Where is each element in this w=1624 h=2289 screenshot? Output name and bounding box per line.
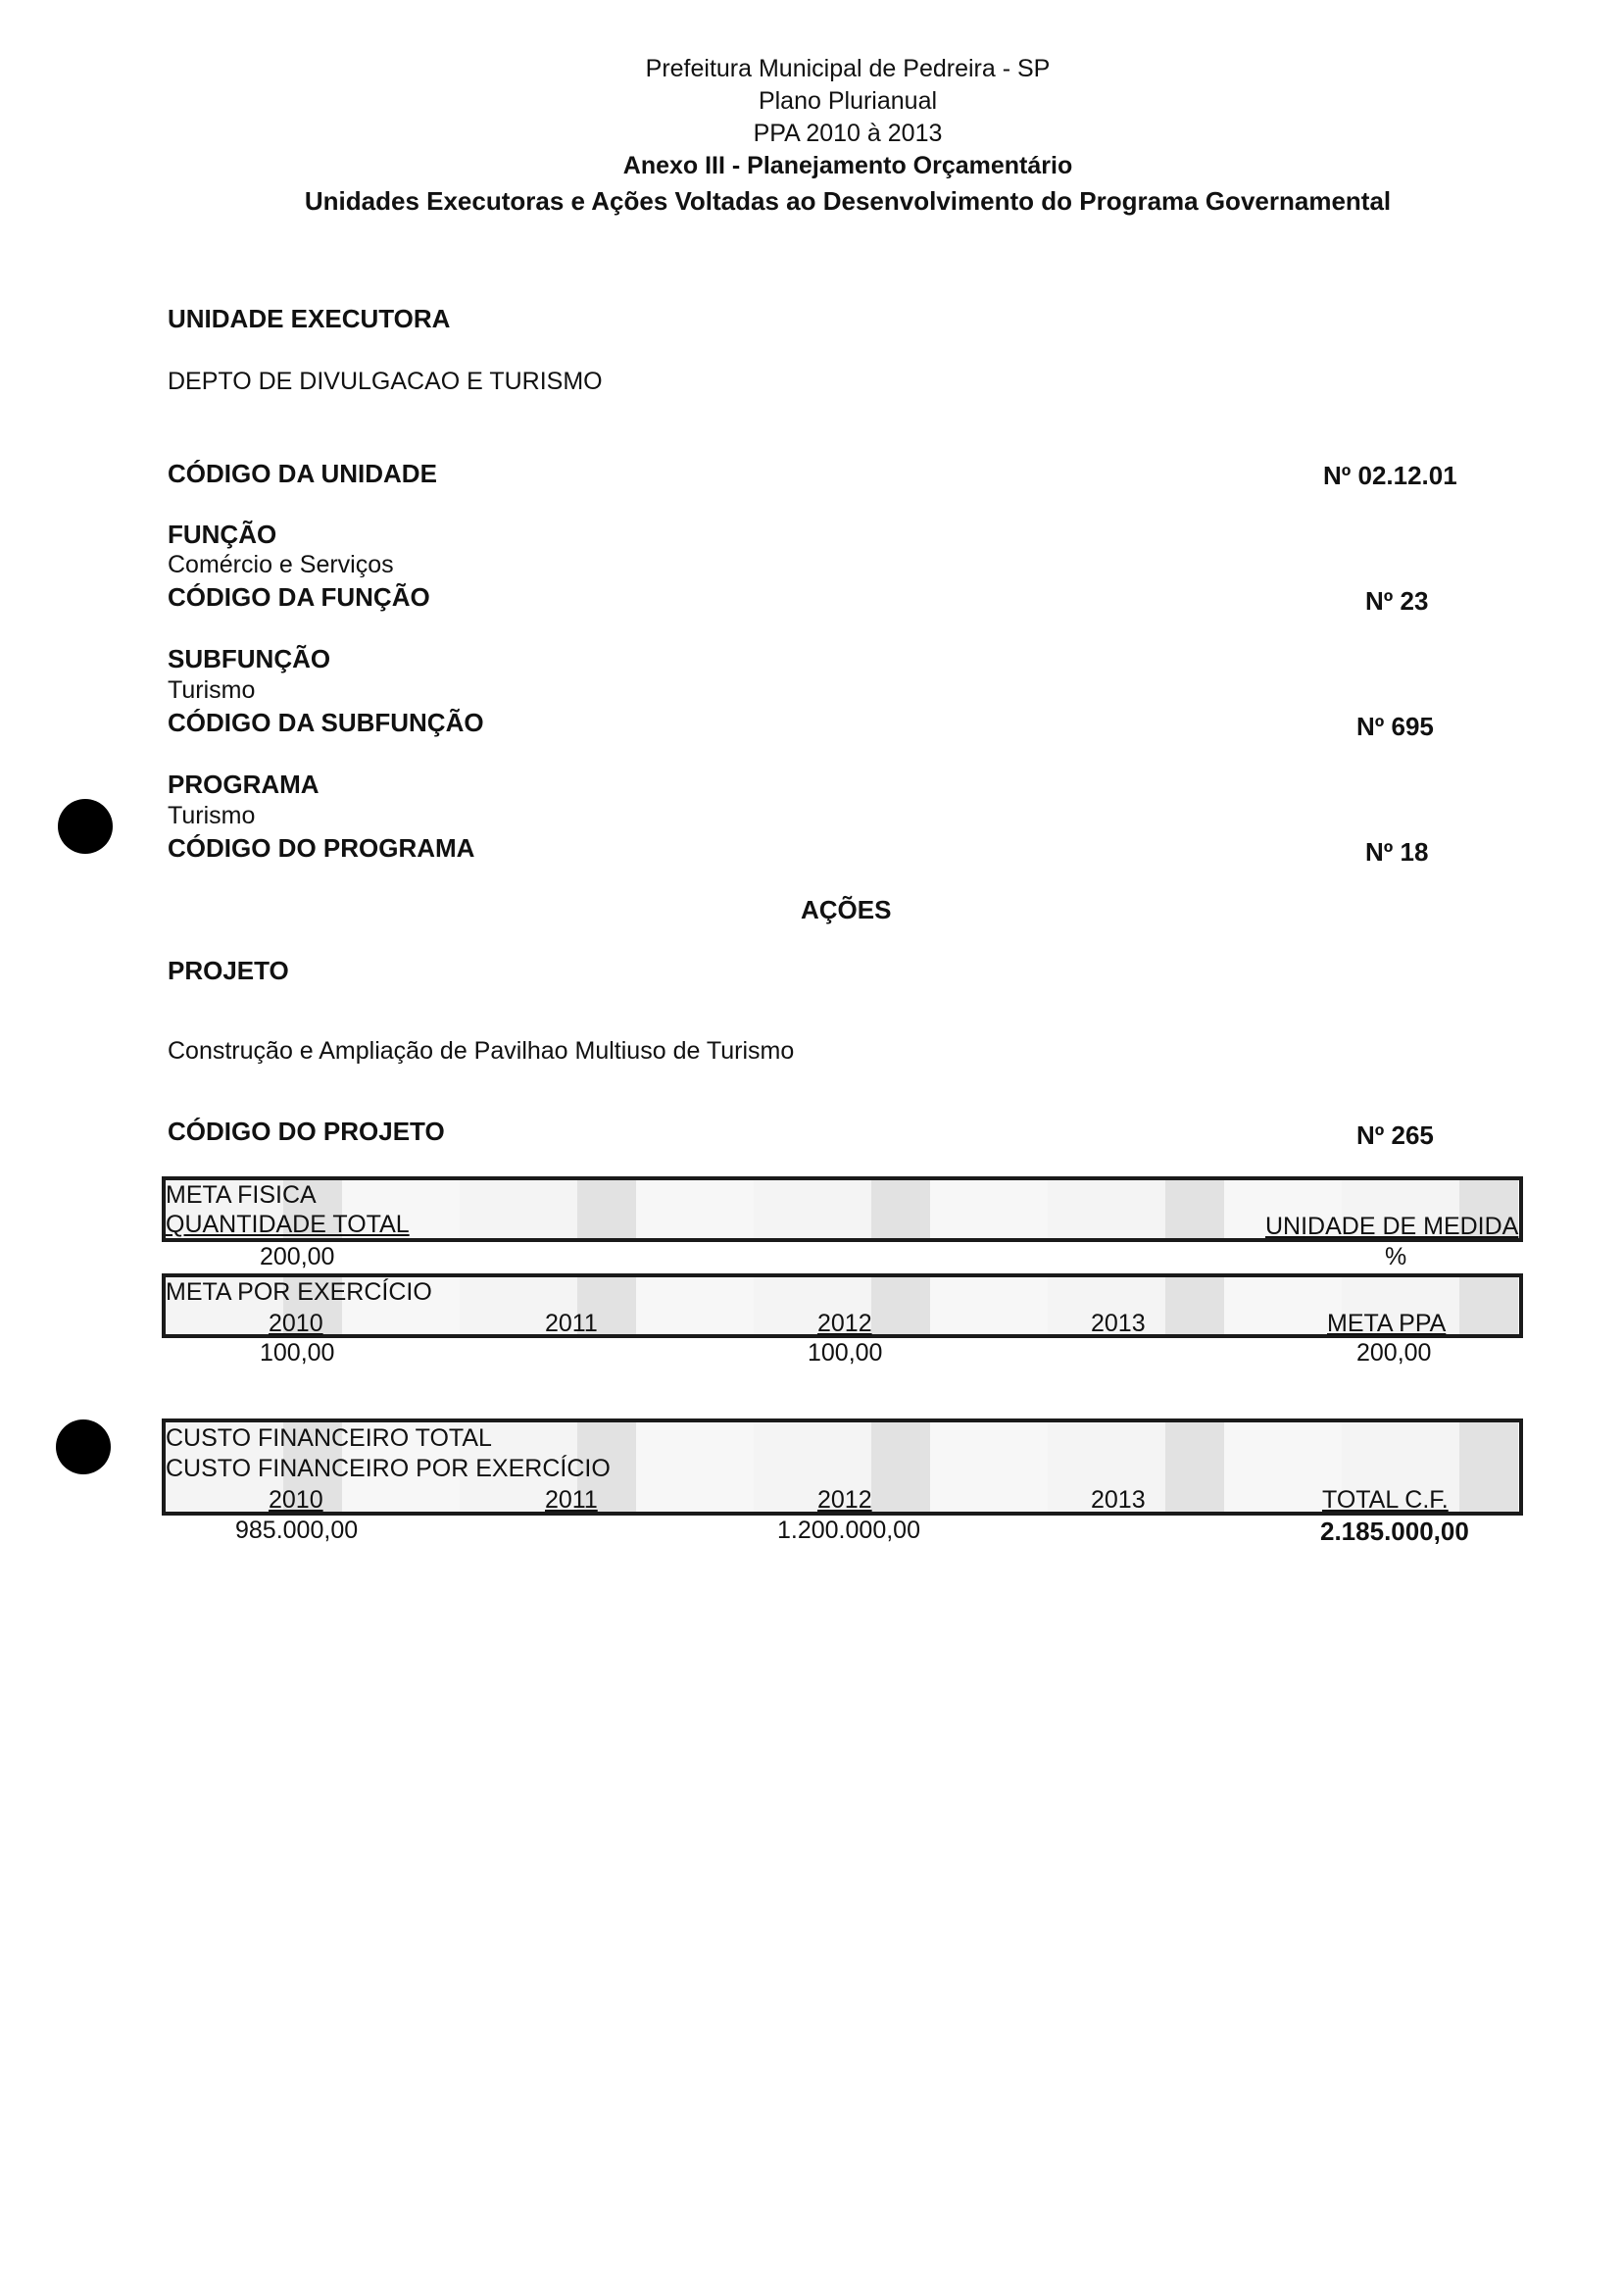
header-line-4: Anexo III - Planejamento Orçamentário [622,152,1073,179]
meta-exercicio-box [162,1273,1523,1338]
programa-name: Turismo [168,802,256,829]
projeto-code-label: CÓDIGO DO PROJETO [168,1117,445,1146]
meta-fisica-unidade-label: UNIDADE DE MEDIDA [1265,1213,1519,1240]
programa-code-label: CÓDIGO DO PROGRAMA [168,833,475,863]
meta-fisica-unidade-value: % [1385,1243,1407,1270]
unidade-label: UNIDADE EXECUTORA [168,304,451,333]
programa-label: PROGRAMA [168,770,320,799]
custo-subtitle: CUSTO FINANCEIRO POR EXERCÍCIO [166,1455,611,1482]
programa-code: Nº 18 [1365,837,1429,867]
meta-exercicio-year-2010: 2010 [269,1310,323,1337]
meta-fisica-title: META FISICA [166,1181,317,1209]
meta-fisica-qtd-label: QUANTIDADE TOTAL [166,1211,410,1238]
custo-value-2012: 1.200.000,00 [777,1517,920,1544]
funcao-label: FUNÇÃO [168,520,277,549]
meta-fisica-qtd-value: 200,00 [260,1243,335,1270]
meta-exercicio-year-2013: 2013 [1091,1310,1146,1337]
header-line-3: PPA 2010 à 2013 [753,120,943,147]
meta-ppa-label: META PPA [1327,1310,1447,1337]
subfuncao-name: Turismo [168,676,256,704]
custo-year-2011: 2011 [545,1486,598,1514]
subfuncao-code-label: CÓDIGO DA SUBFUNÇÃO [168,708,484,737]
meta-exercicio-year-2012: 2012 [817,1310,872,1337]
subfuncao-label: SUBFUNÇÃO [168,644,331,673]
meta-ppa-value: 200,00 [1356,1339,1432,1367]
custo-value-2010: 985.000,00 [235,1517,359,1544]
meta-value-2010: 100,00 [260,1339,335,1367]
funcao-name: Comércio e Serviços [168,551,394,578]
custo-year-2010: 2010 [269,1486,323,1514]
meta-fisica-box [162,1176,1523,1242]
unidade-code-label: CÓDIGO DA UNIDADE [168,459,437,488]
custo-box [162,1418,1523,1516]
projeto-code: Nº 265 [1356,1120,1434,1150]
header-line-2: Plano Plurianual [758,87,938,115]
meta-value-2012: 100,00 [808,1339,883,1367]
custo-year-2012: 2012 [817,1486,872,1514]
meta-exercicio-title: META POR EXERCÍCIO [166,1278,432,1306]
unidade-code: Nº 02.12.01 [1323,461,1457,490]
subfuncao-code: Nº 695 [1356,712,1434,741]
acoes-title: AÇÕES [801,895,892,924]
custo-year-2013: 2013 [1091,1486,1146,1514]
funcao-code-label: CÓDIGO DA FUNÇÃO [168,582,430,612]
punch-hole-bottom [56,1419,111,1474]
custo-title: CUSTO FINANCEIRO TOTAL [166,1424,492,1452]
funcao-code: Nº 23 [1365,586,1429,616]
unidade-name: DEPTO DE DIVULGACAO E TURISMO [168,368,603,395]
meta-exercicio-year-2011: 2011 [545,1310,598,1337]
projeto-name: Construção e Ampliação de Pavilhao Multiuso de Turismo [168,1037,795,1065]
projeto-label: PROJETO [168,956,289,985]
custo-total-label: TOTAL C.F. [1322,1486,1449,1514]
punch-hole-top [58,799,113,854]
header-line-5: Unidades Executoras e Ações Voltadas ao Desenvolvimento do Programa Governamental [304,186,1392,216]
header-line-1: Prefeitura Municipal de Pedreira - SP [645,55,1051,82]
custo-total-value: 2.185.000,00 [1320,1517,1469,1546]
